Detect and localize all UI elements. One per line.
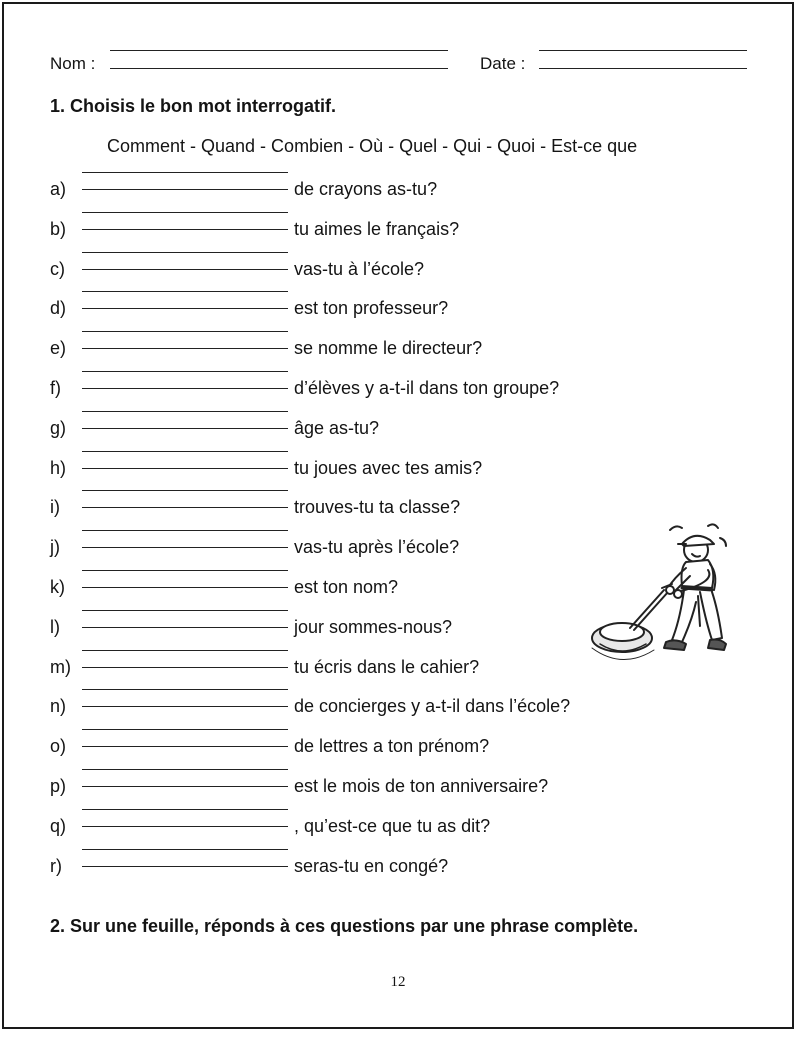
question-letter: r) — [50, 855, 62, 876]
question-text: de crayons as-tu? — [294, 179, 438, 199]
question-letter: n) — [50, 696, 67, 717]
question-text: âge as-tu? — [294, 417, 380, 438]
question-text: d’élèves y a-t-il dans ton groupe? — [294, 378, 560, 398]
question-text: de concierges y a-t-il dans l’école? — [294, 696, 571, 717]
question-letter: k) — [50, 577, 65, 597]
question-row — [4, 291, 764, 321]
question-letter: o) — [50, 736, 67, 757]
question-text: , qu’est-ce que tu as dit? — [294, 815, 491, 836]
word-bank: Comment - Quand - Combien - Où - Quel - Qui - Quoi - Est-ce que — [107, 136, 638, 156]
question-row — [4, 689, 764, 719]
answer-blank-lines[interactable] — [82, 291, 288, 309]
question-row — [4, 371, 764, 401]
question-text: de lettres a ton prénom? — [294, 736, 490, 757]
question-letter: e) — [50, 338, 67, 359]
answer-blank-lines[interactable] — [82, 769, 288, 787]
answer-blank-lines[interactable] — [82, 212, 288, 230]
question-letter: f) — [50, 378, 61, 398]
question-text: seras-tu en congé? — [294, 855, 449, 876]
answer-blank-lines[interactable] — [82, 610, 288, 628]
answer-blank-lines[interactable] — [82, 849, 288, 867]
question-letter: q) — [50, 815, 67, 836]
question-text: se nomme le directeur? — [294, 338, 483, 359]
date-label: Date : — [480, 54, 526, 73]
question-letter: p) — [50, 776, 67, 796]
question-text: vas-tu à l’école? — [294, 258, 425, 279]
date-answer-lines[interactable] — [539, 50, 747, 70]
question-text: jour sommes-nous? — [294, 616, 453, 637]
answer-blank-lines[interactable] — [82, 530, 288, 548]
question-text: trouves-tu ta classe? — [294, 497, 461, 518]
question-row — [4, 212, 764, 242]
question-letter: g) — [50, 417, 67, 438]
question-text: tu joues avec tes amis? — [294, 457, 483, 478]
question-row — [4, 849, 764, 879]
question-letter: j) — [50, 537, 60, 558]
question-text: tu écris dans le cahier? — [294, 656, 480, 677]
question-row — [4, 172, 764, 202]
question-text: est le mois de ton anniversaire? — [294, 776, 549, 796]
question-text: vas-tu après l’école? — [294, 537, 460, 558]
answer-blank-lines[interactable] — [82, 689, 288, 707]
question-letter: l) — [50, 616, 60, 637]
question-row — [4, 252, 764, 282]
question-row — [4, 331, 764, 361]
answer-blank-lines[interactable] — [82, 172, 288, 190]
question-letter: h) — [50, 457, 67, 478]
question-letter: m) — [50, 656, 71, 677]
question-letter: d) — [50, 298, 67, 319]
answer-blank-lines[interactable] — [82, 570, 288, 588]
question-letter: c) — [50, 258, 65, 279]
answer-blank-lines[interactable] — [82, 809, 288, 827]
janitor-floor-polisher-illustration — [586, 516, 736, 668]
answer-blank-lines[interactable] — [82, 371, 288, 389]
question-text: est ton professeur? — [294, 298, 449, 319]
page-number: 12 — [390, 974, 406, 990]
answer-blank-lines[interactable] — [82, 331, 288, 349]
answer-blank-lines[interactable] — [82, 451, 288, 469]
question-letter: i) — [50, 497, 60, 518]
question-row — [4, 729, 764, 759]
question-row — [4, 809, 764, 839]
answer-blank-lines[interactable] — [82, 490, 288, 508]
question-text: est ton nom? — [294, 577, 399, 597]
answer-blank-lines[interactable] — [82, 411, 288, 429]
answer-blank-lines[interactable] — [82, 252, 288, 270]
question-letter: b) — [50, 218, 67, 239]
answer-blank-lines[interactable] — [82, 729, 288, 747]
section1-title: 1. Choisis le bon mot interrogatif. — [50, 96, 337, 116]
question-text: tu aimes le français? — [294, 218, 460, 239]
name-label: Nom : — [50, 54, 96, 73]
question-row — [4, 769, 764, 799]
question-row — [4, 451, 764, 481]
answer-blank-lines[interactable] — [82, 650, 288, 668]
question-letter: a) — [50, 179, 67, 199]
question-row — [4, 411, 764, 441]
name-answer-lines[interactable] — [110, 50, 448, 70]
section2-title: 2. Sur une feuille, réponds à ces questions par une phrase complète. — [50, 916, 639, 936]
worksheet-page — [2, 2, 794, 1029]
